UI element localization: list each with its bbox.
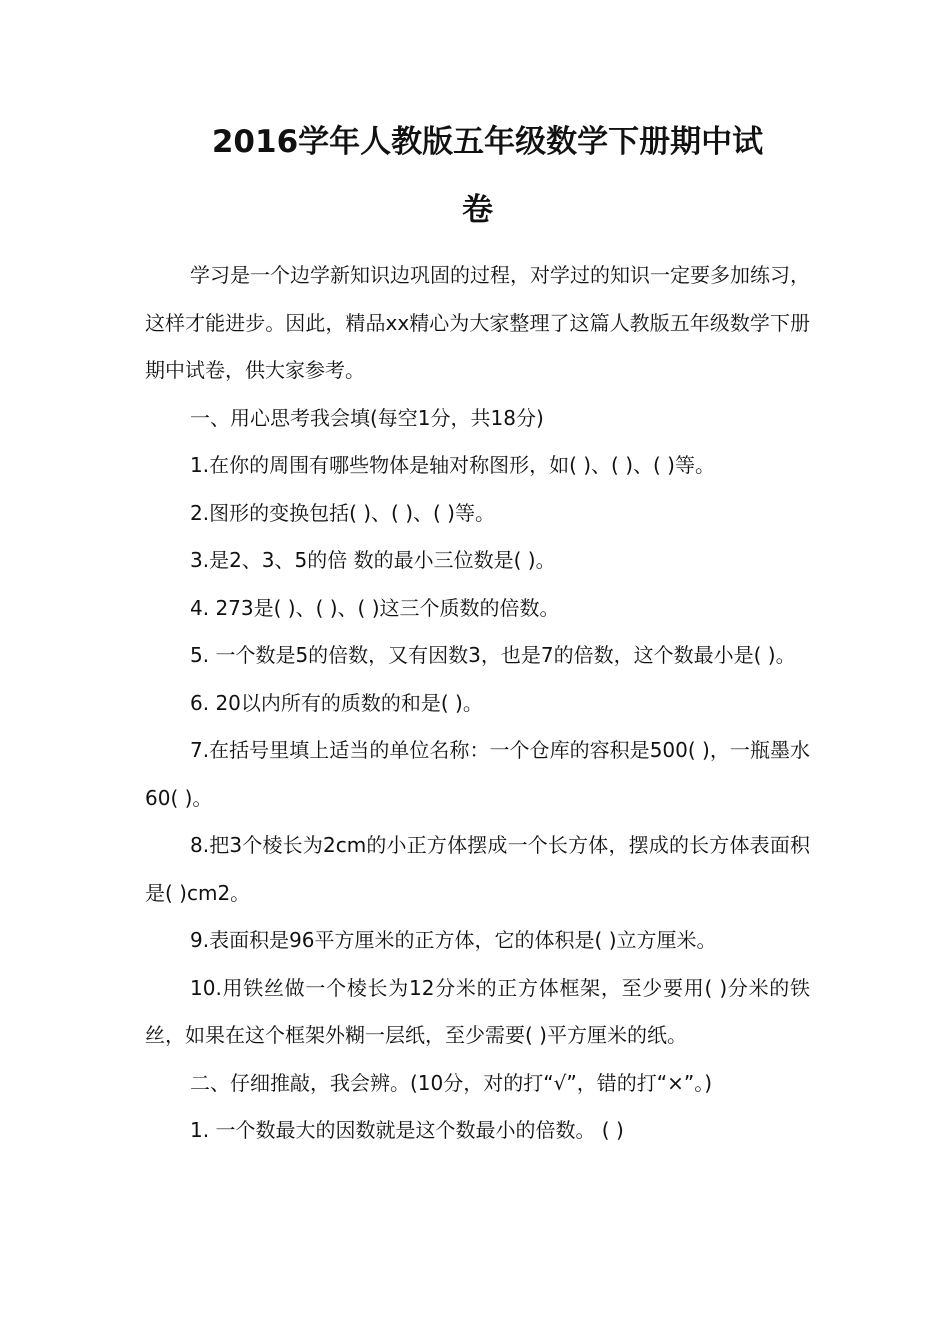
question-4: 4. 273是( )、( )、( )这三个质数的倍数。 [190, 595, 560, 620]
question-6: 6. 20以内所有的质数的和是( )。 [190, 690, 483, 715]
intro-paragraph: 学习是一个边学新知识边巩固的过程，对学过的知识一定要多加练习，这样才能进步。因此，精品xx精心为大家整理了这篇人教版五年级数学下册期中试卷，供大家参考。 [145, 263, 810, 382]
question-7: 7.在括号里填上适当的单位名称：一个仓库的容积是500( )，一瓶墨水60( )。 [145, 738, 810, 810]
document-title-line2: 卷 [462, 192, 493, 228]
question-8: 8.把3个棱长为2cm的小正方体摆成一个长方体，摆成的长方体表面积是( )cm2。 [145, 833, 810, 905]
section-heading-2: 二、仔细推敲，我会辨。(10分，对的打“√”，错的打“×”。) [190, 1070, 713, 1095]
section2-question-1: 1. 一个数最大的因数就是这个数最小的倍数。 ( ) [190, 1118, 624, 1142]
document-body [145, 252, 810, 1155]
question-9: 9.表面积是96平方厘米的正方体，它的体积是( )立方厘米。 [190, 928, 717, 952]
document-title-line1: 2016学年人教版五年级数学下册期中试 [211, 124, 764, 160]
question-2: 2.图形的变换包括( )、( )、( )等。 [190, 500, 495, 525]
question-3: 3.是2、3、5的倍 数的最小三位数是( )。 [190, 548, 556, 572]
question-10: 10.用铁丝做一个棱长为12分米的正方体框架，至少要用( )分米的铁丝，如果在这个框架外糊一层纸，至少需要( )平方厘米的纸。 [145, 975, 810, 1047]
question-5: 5. 一个数是5的倍数，又有因数3，也是7的倍数，这个数最小是( )。 [190, 643, 796, 667]
question-1: 1.在你的周围有哪些物体是轴对称图形，如( )、( )、( )等。 [190, 453, 715, 477]
section-heading-1: 一、用心思考我会填(每空1分，共18分) [190, 405, 544, 430]
